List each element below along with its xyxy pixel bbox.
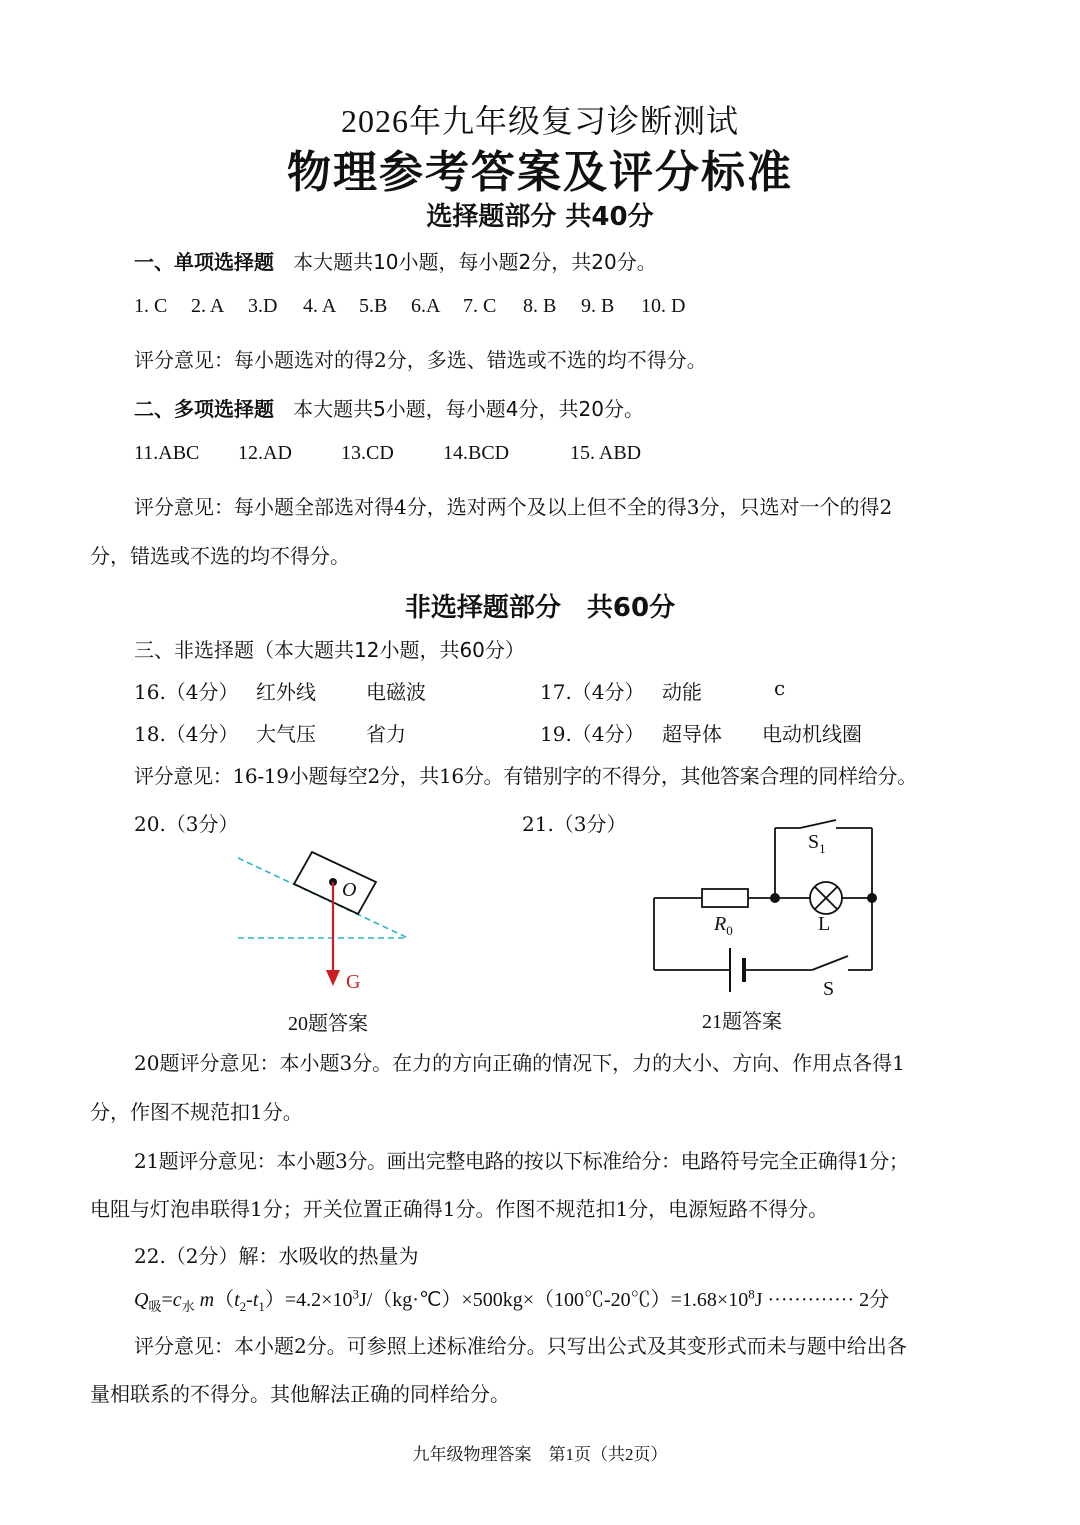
sec2-note-line2: 分，错选或不选的均不得分。 [90, 544, 350, 568]
answer-item: 11.ABC [134, 442, 200, 464]
answer-item: 3.D [248, 295, 278, 317]
sec1-title: 一、单项选择题 [134, 250, 274, 274]
resistor-label: $R_0$ [714, 913, 733, 938]
q18-number: 18.（4分） [134, 722, 239, 746]
lamp-label: L [818, 913, 831, 935]
answer-item: 1. C [134, 295, 168, 317]
figure-20 [220, 840, 430, 1010]
answer-item: 15. ABD [570, 442, 642, 464]
q22-equation: $Q_吸=c_水$ $m(t_2-t_1)=4.2\times 10^3J/(kg\cdot℃)\times 500kg\times(100℃-20℃)=1.68\times 10^8J$ ············· 2分 [134, 1286, 890, 1314]
sec3-title: 三、非选择题（本大题共12小题，共60分） [134, 638, 525, 662]
resistor-r0 [702, 889, 748, 907]
note20-line1: 20题评分意见：本小题3分。在力的方向正确的情况下，力的大小、方向、作用点各得1 [134, 1051, 905, 1075]
answer-item: 2. A [191, 295, 225, 317]
page-footer: 九年级物理答案 第1页（共2页） [412, 1445, 668, 1464]
sec1-answers [134, 295, 685, 318]
answer-item: 12.AD [238, 442, 292, 464]
figure-20-caption: 20题答案 [288, 1013, 368, 1035]
force-g-label: G [346, 971, 361, 993]
answer-item: 6.A [411, 295, 441, 317]
note21-line2: 电阻与灯泡串联得1分；开关位置正确得1分。作图不规范扣1分，电源短路不得分。 [90, 1197, 829, 1221]
note22-line2: 量相联系的不得分。其他解法正确的同样给分。 [90, 1382, 510, 1406]
switch-s1-blade [800, 820, 836, 828]
q19-number: 19.（4分） [540, 722, 645, 746]
point-o-label: O [342, 879, 357, 901]
q22-score: 2分 [859, 1289, 890, 1311]
note21-line1: 21题评分意见：本小题3分。画出完整电路的按以下标准给分：电路符号完全正确得1分； [134, 1149, 909, 1173]
note20-line2: 分，作图不规范扣1分。 [90, 1100, 303, 1124]
sec2-title: 二、多项选择题 [134, 397, 274, 421]
q17-answer2: c [774, 676, 786, 700]
q18-answer2: 省力 [366, 722, 406, 746]
sec1-header [134, 246, 657, 275]
leader-dots: ············· [767, 1289, 855, 1311]
answer-item: 5.B [359, 295, 388, 317]
q19-row [540, 718, 862, 747]
sec2-note-line1: 评分意见：每小题全部选对得4分，选对两个及以上但不全的得3分，只选对一个的得2 [134, 495, 893, 519]
answer-item: 14.BCD [443, 442, 510, 464]
answer-item: 9. B [581, 295, 615, 317]
sec1-desc: 本大题共10小题，每小题2分，共20分。 [293, 250, 657, 274]
part2-heading: 非选择题部分 共60分 [404, 593, 676, 623]
q20-label: 20.（3分） [134, 812, 239, 836]
q19-answer1: 超导体 [662, 722, 722, 746]
q16-answer2: 电磁波 [366, 680, 426, 704]
note22-line1: 评分意见：本小题2分。可参照上述标准给分。只写出公式及其变形式而未与题中给出各 [134, 1334, 907, 1358]
q16-number: 16.（4分） [134, 680, 239, 704]
answer-item: 4. A [303, 295, 337, 317]
junction-dot [770, 893, 780, 903]
junction-dot [867, 893, 877, 903]
exam-subtitle: 2026年九年级复习诊断测试 [340, 103, 739, 139]
sec2-answers [134, 442, 641, 465]
switch-s1-label: $S_1$ [808, 831, 826, 856]
answer-item: 7. C [463, 295, 497, 317]
sec1-note: 评分意见：每小题选对的得2分，多选、错选或不选的均不得分。 [134, 348, 707, 372]
figure-21 [640, 818, 890, 1008]
figure-21-caption: 21题答案 [702, 1011, 782, 1033]
answer-item: 8. B [523, 295, 557, 317]
switch-s-blade [812, 956, 848, 970]
switch-s-label: S [823, 978, 835, 1000]
answer-item: 13.CD [341, 442, 394, 464]
q16-answer1: 红外线 [256, 680, 316, 704]
note-16-19: 评分意见：16-19小题每空2分，共16分。有错别字的不得分，其他答案合理的同样给分。 [134, 764, 917, 788]
q19-answer2: 电动机线圈 [762, 722, 862, 746]
q17-answer1: 动能 [662, 680, 702, 704]
gravity-arrow-head [326, 970, 340, 986]
q22-intro: 22.（2分）解：水吸收的热量为 [134, 1244, 419, 1268]
sec2-desc: 本大题共5小题，每小题4分，共20分。 [293, 397, 644, 421]
q17-number: 17.（4分） [540, 680, 645, 704]
sec2-header [134, 393, 644, 422]
exam-title: 物理参考答案及评分标准 [287, 147, 793, 198]
answer-item: 10. D [641, 295, 686, 317]
q21-label: 21.（3分） [522, 812, 627, 836]
q17-row [540, 676, 785, 705]
q18-row [134, 718, 406, 747]
part1-heading: 选择题部分 共40分 [426, 202, 654, 232]
q18-answer1: 大气压 [256, 722, 316, 746]
q16-row [134, 676, 426, 705]
